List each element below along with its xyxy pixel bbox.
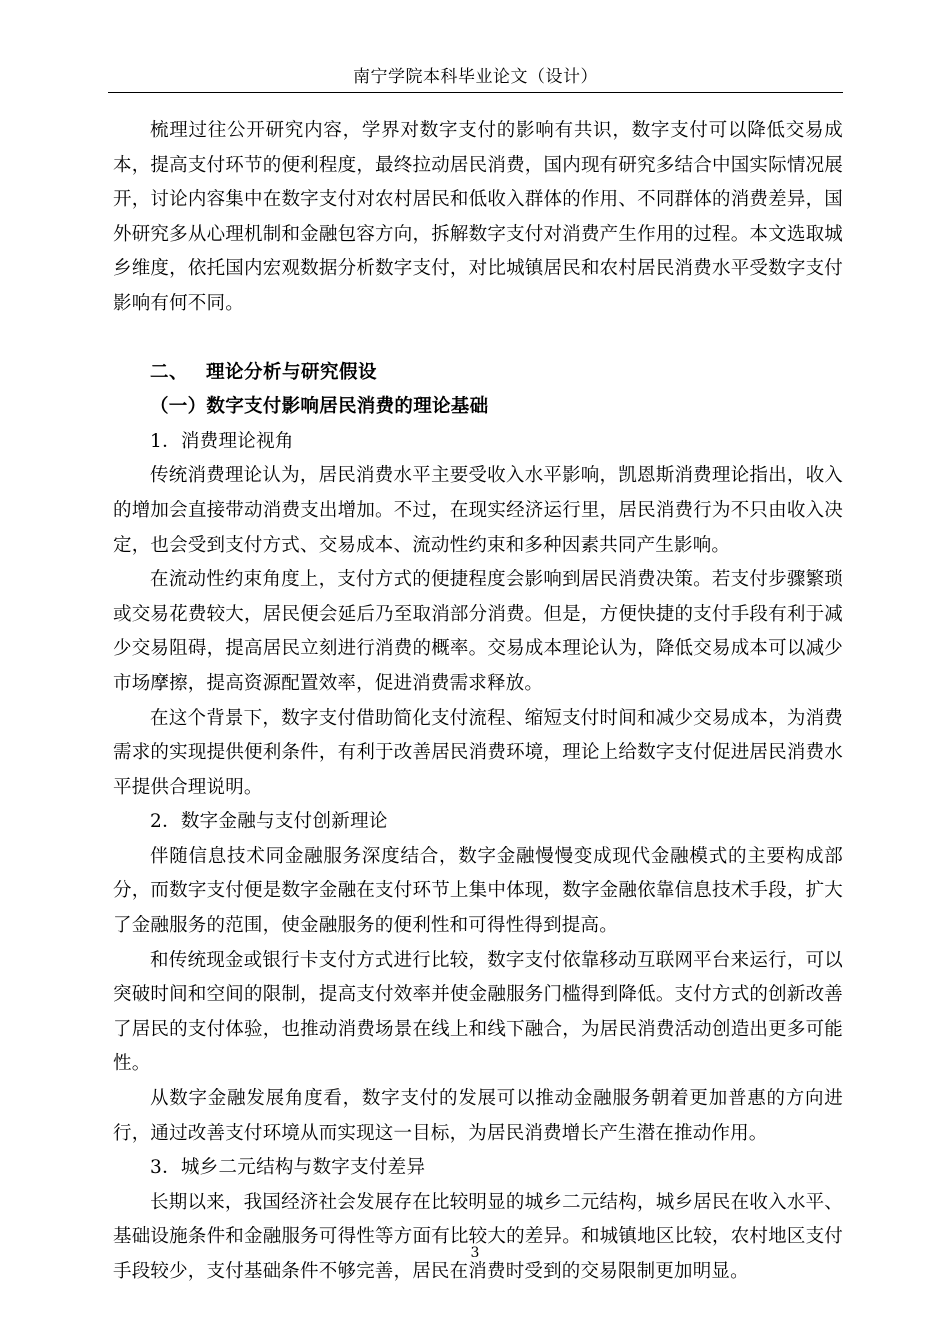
paragraph: 传统消费理论认为，居民消费水平主要受收入水平影响，凯恩斯消费理论指出，收入的增加会直接带动消费支出增加。不过，在现实经济运行里，居民消费行为不只由收入决定，也会受到支付方式、交易成本、流动性约束和多种因素共同产生影响。 [113, 465, 843, 556]
section-heading [113, 356, 843, 391]
paragraph: 从数字金融发展角度看，数字支付的发展可以推动金融服务朝着更加普惠的方向进行，通过改善支付环境从而实现这一目标，为居民消费增长产生潜在推动作用。 [113, 1088, 843, 1144]
item-heading-1: 1．消费理论视角 [150, 430, 294, 452]
section-number: 二、 [150, 361, 189, 383]
item-heading-2: 2．数字金融与支付创新理论 [150, 811, 388, 833]
paragraph: 长期以来，我国经济社会发展存在比较明显的城乡二元结构，城乡居民在收入水平、基础设施条件和金融服务可得性等方面有比较大的差异。和城镇地区比较，农村地区支付手段较少，支付基础条件不够完善，居民在消费时受到的交易限制更加明显。 [113, 1191, 843, 1282]
running-header: 南宁学院本科毕业论文（设计） [353, 67, 598, 87]
subsection-heading: （一）数字支付影响居民消费的理论基础 [150, 396, 489, 418]
page-number: 3 [470, 1245, 480, 1261]
section-title: 理论分析与研究假设 [206, 361, 378, 383]
header-rule [108, 92, 843, 93]
item-heading-3: 3．城乡二元结构与数字支付差异 [150, 1157, 426, 1179]
paragraph: 伴随信息技术同金融服务深度结合，数字金融慢慢变成现代金融模式的主要构成部分，而数字支付便是数字金融在支付环节上集中体现，数字金融依靠信息技术手段，扩大了金融服务的范围，使金融服务的便利性和可得性得到提高。 [113, 845, 843, 937]
paragraph: 和传统现金或银行卡支付方式进行比较，数字支付依靠移动互联网平台来运行，可以突破时间和空间的限制，提高支付效率并使金融服务门槛得到降低。支付方式的创新改善了居民的支付体验，也推动消费场景在线上和线下融合，为居民消费活动创造出更多可能性。 [113, 949, 843, 1075]
paragraph: 在流动性约束角度上，支付方式的便捷程度会影响到居民消费决策。若支付步骤繁琐或交易花费较大，居民便会延后乃至取消部分消费。但是，方便快捷的支付手段有利于减少交易阻碍，提高居民立刻进行消费的概率。交易成本理论认为，降低交易成本可以减少市场摩擦，提高资源配置效率，促进消费需求释放。 [113, 569, 843, 694]
paragraph: 在这个背景下，数字支付借助简化支付流程、缩短支付时间和减少交易成本，为消费需求的实现提供便利条件，有利于改善居民消费环境，理论上给数字支付促进居民消费水平提供合理说明。 [113, 707, 843, 798]
intro-paragraph: 梳理过往公开研究内容，学界对数字支付的影响有共识，数字支付可以降低交易成本，提高支付环节的便利程度，最终拉动居民消费，国内现有研究多结合中国实际情况展开，讨论内容集中在数字支付对农村居民和低收入群体的作用、不同群体的消费差异，国外研究多从心理机制和金融包容方向，拆解数字支付对消费产生作用的过程。本文选取城乡维度，依托国内宏观数据分析数字支付，对比城镇居民和农村居民消费水平受数字支付影响有何不同。 [113, 120, 843, 314]
page-body [113, 114, 843, 1290]
section-gap [113, 322, 843, 356]
